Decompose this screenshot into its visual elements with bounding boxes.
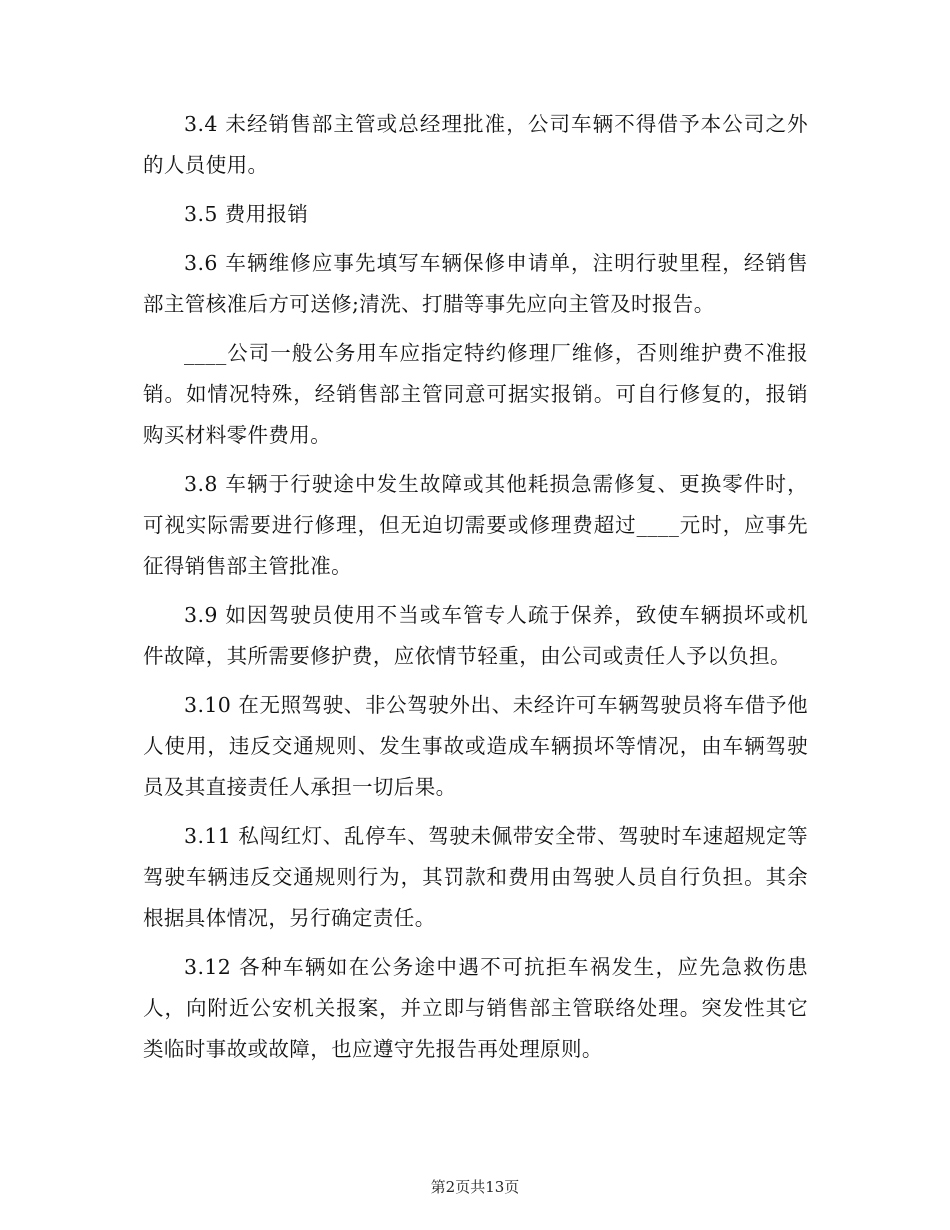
paragraph-3-9: 3.9 如因驾驶员使用不当或车管专人疏于保养，致使车辆损坏或机件故障，其所需要修护费，应依情节轻重，由公司或责任人予以负担。 [143, 603, 808, 668]
document-body [143, 104, 808, 1078]
paragraph-repair-shop: ____公司一般公务用车应指定特约修理厂维修，否则维护费不准报销。如情况特殊，经销售部主管同意可据实报销。可自行修复的，报销购买材料零件费用。 [143, 341, 808, 447]
paragraph-3-12: 3.12 各种车辆如在公务途中遇不可抗拒车祸发生，应先急救伤患人，向附近公安机关报案，并立即与销售部主管联络处理。突发性其它类临时事故或故障，也应遵守先报告再处理原则。 [143, 955, 808, 1061]
paragraph-3-6: 3.6 车辆维修应事先填写车辆保修申请单，注明行驶里程，经销售部主管核准后方可送修;清洗、打腊等事先应向主管及时报告。 [143, 251, 808, 316]
page-number-footer: 第2页共13页 [430, 1178, 520, 1196]
paragraph-3-10: 3.10 在无照驾驶、非公驾驶外出、未经许可车辆驾驶员将车借予他人使用，违反交通规则、发生事故或造成车辆损坏等情况，由车辆驾驶员及其直接责任人承担一切后果。 [143, 693, 808, 799]
paragraph-3-11: 3.11 私闯红灯、乱停车、驾驶未佩带安全带、驾驶时车速超规定等驾驶车辆违反交通规则行为，其罚款和费用由驾驶人员自行负担。其余根据具体情况，另行确定责任。 [143, 824, 808, 930]
paragraph-3-5: 3.5 费用报销 [184, 202, 309, 226]
paragraph-3-4: 3.4 未经销售部主管或总经理批准，公司车辆不得借予本公司之外的人员使用。 [143, 112, 808, 177]
paragraph-3-8: 3.8 车辆于行驶途中发生故障或其他耗损急需修复、更换零件时，可视实际需要进行修理，但无迫切需要或修理费超过____元时，应事先征得销售部主管批准。 [143, 472, 808, 578]
